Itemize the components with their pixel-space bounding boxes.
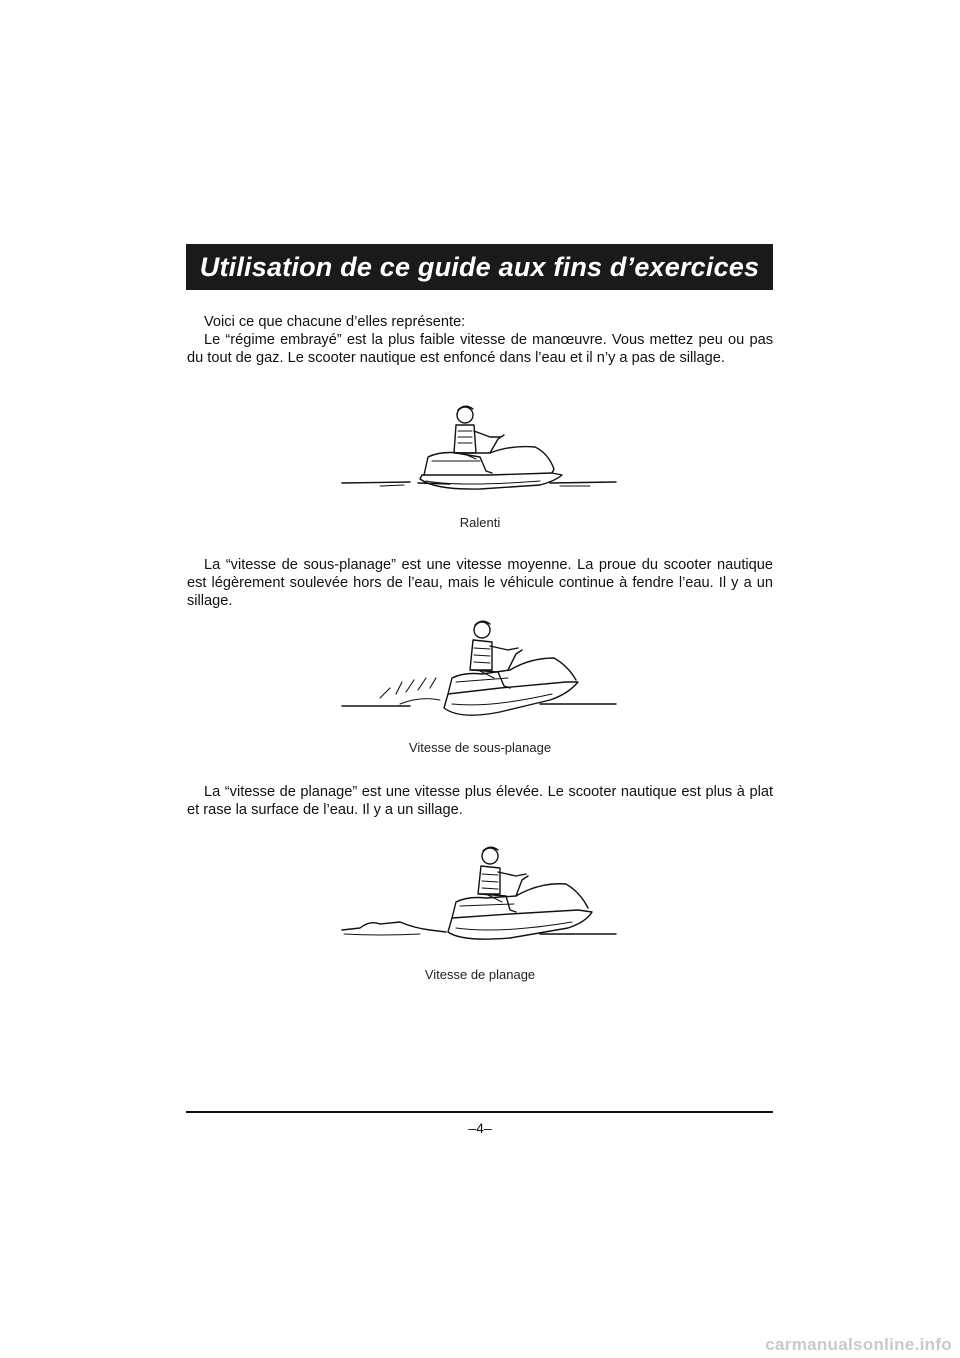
figure-caption-idle: Ralenti xyxy=(459,515,501,530)
footer-divider xyxy=(186,1111,773,1113)
subplaning-paragraph xyxy=(187,556,773,610)
personal-watercraft-idle-icon xyxy=(340,395,620,505)
personal-watercraft-planing-icon xyxy=(340,838,620,948)
site-watermark: carmanualsonline.info xyxy=(765,1335,952,1354)
planing-description: La “vitesse de planage” est une vitesse plus élevée. Le scooter nautique est plus à plat et rase la surface de l’eau. Il y a un sillage. xyxy=(187,784,773,818)
planing-paragraph xyxy=(187,783,773,819)
page-number: –4– xyxy=(468,1120,492,1136)
intro-paragraph xyxy=(187,313,773,367)
subplaning-description: La “vitesse de sous-planage” est une vitesse moyenne. La proue du scooter nautique est légèrement soulevée hors de l’eau, mais le véhicule continue à fendre l’eau. Il y a un sillage. xyxy=(187,557,773,609)
section-title-bar xyxy=(186,244,773,290)
figure-caption-planing: Vitesse de planage xyxy=(424,967,536,982)
section-title: Utilisation de ce guide aux fins d’exercices xyxy=(199,251,760,282)
intro-line: Voici ce que chacune d’elles représente: xyxy=(204,314,466,330)
figure-caption-subplaning: Vitesse de sous-planage xyxy=(408,740,552,755)
idle-description: Le “régime embrayé” est la plus faible vitesse de manœuvre. Vous mettez peu ou pas du tout de gaz. Le scooter nautique est enfoncé dans l’eau et il n’y a pas de sillage. xyxy=(187,332,773,366)
personal-watercraft-subplaning-icon xyxy=(340,612,620,722)
